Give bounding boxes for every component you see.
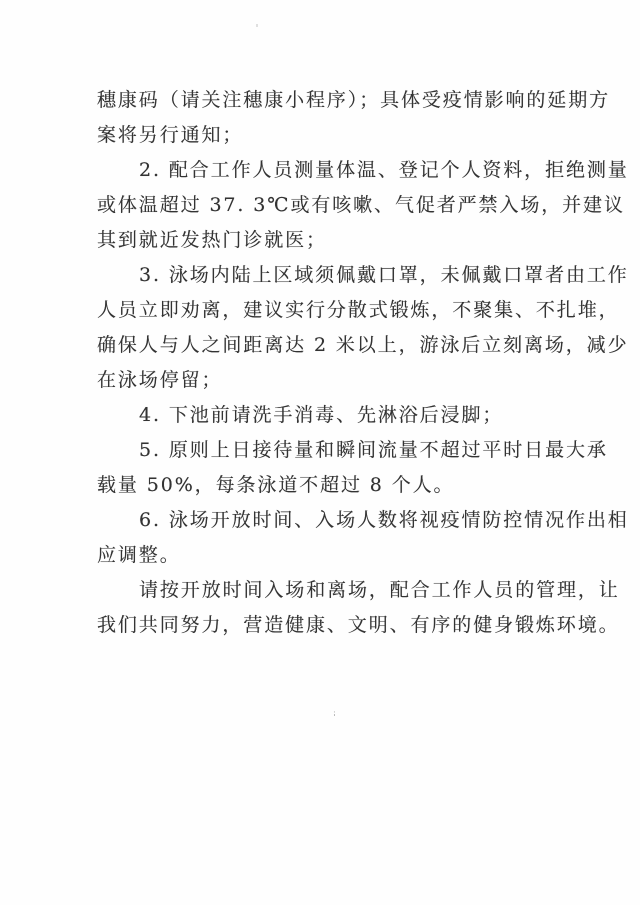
text-line: 穗康码（请关注穗康小程序）；具体受疫情影响的延期方 bbox=[97, 89, 611, 111]
text-line: 其到就近发热门诊就医； bbox=[97, 229, 327, 251]
text-line: 案将另行通知； bbox=[97, 124, 244, 146]
text-line: 我们共同努力，营造健康、文明、有序的健身锻炼环境。 bbox=[97, 614, 620, 636]
closing-paragraph: 请按开放时间入场和离场，配合工作人员的管理，让 bbox=[139, 579, 620, 601]
text-line: 人员立即劝离，建议实行分散式锻炼，不聚集、不扎堆， bbox=[97, 299, 620, 321]
list-item-6: 6. 泳场开放时间、入场人数将视疫情防控情况作出相 bbox=[139, 509, 629, 531]
text-line: 确保人与人之间距离达 2 米以上，游泳后立刻离场，减少 bbox=[97, 334, 629, 356]
list-item-5: 5. 原则上日接待量和瞬间流量不超过平时日最大承 bbox=[139, 439, 608, 461]
list-item-2: 2. 配合工作人员测量体温、登记个人资料，拒绝测量 bbox=[139, 159, 629, 181]
page-mark: ⁏ bbox=[333, 709, 336, 717]
text-line: 应调整。 bbox=[97, 544, 181, 566]
list-item-4: 4. 下池前请洗手消毒、先淋浴后浸脚； bbox=[139, 404, 504, 426]
list-item-3: 3. 泳场内陆上区域须佩戴口罩，未佩戴口罩者由工作 bbox=[139, 264, 629, 286]
text-line: 在泳场停留； bbox=[97, 369, 223, 391]
document-body bbox=[97, 83, 629, 643]
text-line: 或体温超过 37. 3℃或有咳嗽、气促者严禁入场，并建议 bbox=[97, 194, 625, 216]
text-line: 载量 50%，每条泳道不超过 8 个人。 bbox=[97, 474, 455, 496]
scan-speck bbox=[256, 24, 258, 27]
